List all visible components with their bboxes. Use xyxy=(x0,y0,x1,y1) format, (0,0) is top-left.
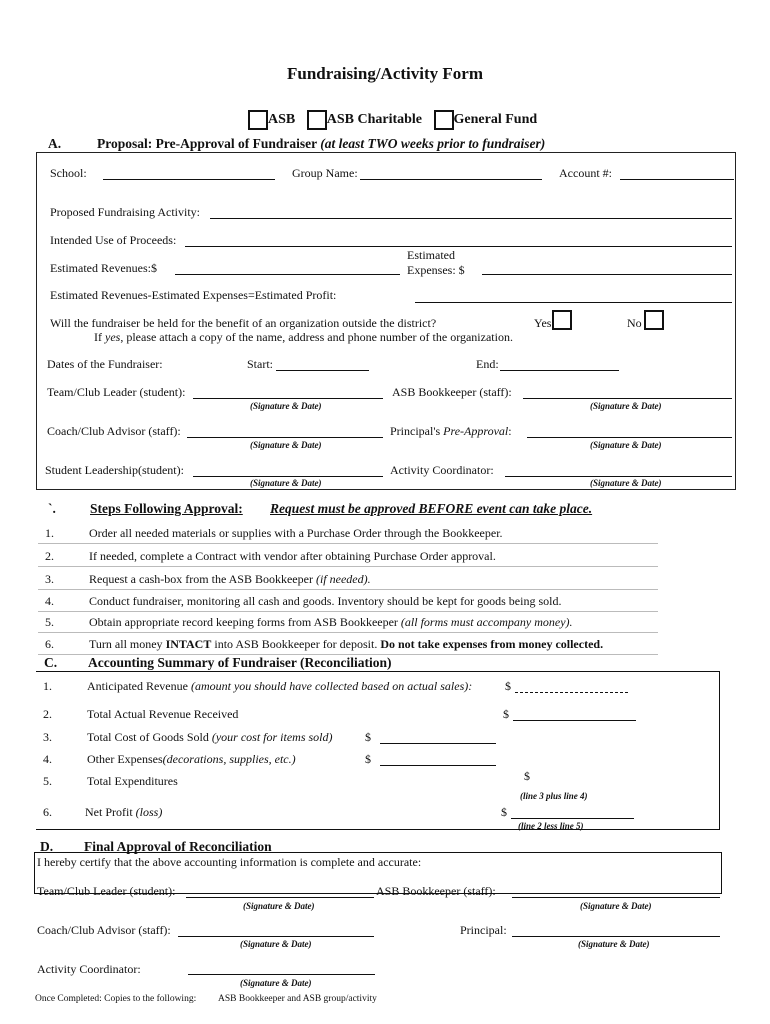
step-number: 2. xyxy=(45,549,54,563)
asb-label: ASB xyxy=(268,112,296,127)
student-leadership-signature[interactable] xyxy=(193,476,383,477)
section-c-bottom-border xyxy=(36,829,720,830)
proposed-activity-field[interactable] xyxy=(210,218,732,219)
est-revenues-field[interactable] xyxy=(175,274,400,275)
d-team-leader-sig-note: (Signature & Date) xyxy=(243,901,315,911)
asb-bookkeeper-label: ASB Bookkeeper (staff): xyxy=(392,385,512,399)
yes-checkbox[interactable] xyxy=(552,310,572,330)
group-name-field[interactable] xyxy=(360,179,542,180)
activity-coordinator-label: Activity Coordinator: xyxy=(390,463,494,477)
est-expenses-field[interactable] xyxy=(482,274,732,275)
school-label: School: xyxy=(50,166,87,180)
d-coach-label: Coach/Club Advisor (staff): xyxy=(37,923,171,937)
activity-coordinator-sig-note: (Signature & Date) xyxy=(590,478,662,488)
est-profit-label: Estimated Revenues-Estimated Expenses=Estimated Profit: xyxy=(50,288,337,302)
team-leader-sig-note: (Signature & Date) xyxy=(250,401,322,411)
reconciliation-row-label: Total Cost of Goods Sold (your cost for items sold) xyxy=(87,730,333,744)
amount-field[interactable] xyxy=(380,743,496,744)
asb-charitable-checkbox[interactable] xyxy=(307,110,327,130)
step-text: Conduct fundraiser, monitoring all cash and goods. Inventory should be kept for goods being sold. xyxy=(89,594,562,608)
step-text: Obtain appropriate record keeping forms from ASB Bookkeeper (all forms must accompany money). xyxy=(89,615,573,629)
dates-label: Dates of the Fundraiser: xyxy=(47,357,163,371)
school-field[interactable] xyxy=(103,179,275,180)
step-number: 6. xyxy=(45,637,54,651)
d-activity-coordinator-label: Activity Coordinator: xyxy=(37,962,141,976)
asb-charitable-label: ASB Charitable xyxy=(326,112,423,127)
dollar-sign: $ xyxy=(365,752,371,766)
d-principal-sig-note: (Signature & Date) xyxy=(578,939,650,949)
reconciliation-row-number: 1. xyxy=(43,679,52,693)
footer-copies: Once Completed: Copies to the following: xyxy=(35,994,197,1004)
amount-field[interactable] xyxy=(513,720,636,721)
est-profit-field[interactable] xyxy=(415,302,732,303)
no-label: No xyxy=(627,316,642,330)
d-asb-bookkeeper-label: ASB Bookkeeper (staff): xyxy=(376,884,496,898)
section-c-right-border xyxy=(719,671,720,829)
net-profit-note: (line 2 less line 5) xyxy=(518,821,584,831)
step-number: 5. xyxy=(45,615,54,629)
step-text: Order all needed materials or supplies with a Purchase Order through the Bookkeeper. xyxy=(89,526,503,540)
d-team-leader-label: Team/Club Leader (student): xyxy=(37,884,176,898)
reconciliation-row-label: Total Actual Revenue Received xyxy=(87,707,239,721)
step-divider xyxy=(38,589,658,590)
start-label: Start: xyxy=(247,357,273,371)
intended-use-label: Intended Use of Proceeds: xyxy=(50,233,177,247)
step-divider xyxy=(38,543,658,544)
general-fund-label: General Fund xyxy=(453,112,538,127)
reconciliation-row-label: Other Expenses(decorations, supplies, etc.) xyxy=(87,752,296,766)
dollar-sign: $ xyxy=(524,769,530,783)
dollar-sign: $ xyxy=(501,805,507,819)
form-title: Fundraising/Activity Form xyxy=(287,64,483,83)
end-date-field[interactable] xyxy=(500,370,619,371)
d-team-leader-signature[interactable] xyxy=(186,897,374,898)
reconciliation-row-label: Anticipated Revenue (amount you should have collected based on actual sales): xyxy=(87,679,473,693)
dollar-sign: $ xyxy=(365,730,371,744)
section-d-letter: D. xyxy=(40,839,54,854)
end-label: End: xyxy=(476,357,499,371)
fund-checkboxes xyxy=(248,110,545,130)
section-d-title: Final Approval of Reconciliation xyxy=(84,839,272,854)
amount-field[interactable] xyxy=(380,765,496,766)
reconciliation-row-number: 6. xyxy=(43,805,52,819)
section-c-title: Accounting Summary of Fundraiser (Reconciliation) xyxy=(88,655,392,670)
est-expenses-label-1: Estimated xyxy=(407,248,455,262)
outside-district-question: Will the fundraiser be held for the benefit of an organization outside the district? xyxy=(50,316,437,330)
certify-text: I hereby certify that the above accounting information is complete and accurate: xyxy=(37,855,422,869)
d-principal-label: Principal: xyxy=(460,923,507,937)
student-leadership-sig-note: (Signature & Date) xyxy=(250,478,322,488)
account-field[interactable] xyxy=(620,179,734,180)
no-checkbox[interactable] xyxy=(644,310,664,330)
step-text: If needed, complete a Contract with vendor after obtaining Purchase Order approval. xyxy=(89,549,496,563)
step-divider xyxy=(38,611,658,612)
section-c-top-border xyxy=(36,671,720,672)
est-expenses-label-2: Expenses: $ xyxy=(407,263,465,277)
step-divider xyxy=(38,566,658,567)
step-number: 3. xyxy=(45,572,54,586)
coach-sig-note: (Signature & Date) xyxy=(250,440,322,450)
est-revenues-label: Estimated Revenues:$ xyxy=(50,261,157,275)
intended-use-field[interactable] xyxy=(185,246,732,247)
asb-bookkeeper-sig-note: (Signature & Date) xyxy=(590,401,662,411)
team-leader-label: Team/Club Leader (student): xyxy=(47,385,186,399)
reconciliation-row-number: 3. xyxy=(43,730,52,744)
reconciliation-row-number: 2. xyxy=(43,707,52,721)
yes-label: Yes xyxy=(534,316,552,330)
step-text: Turn all money INTACT into ASB Bookkeeper for deposit. Do not take expenses from money collected. xyxy=(89,637,604,651)
reconciliation-row-number: 5. xyxy=(43,774,52,788)
dollar-sign: $ xyxy=(503,707,509,721)
principal-signature[interactable] xyxy=(527,437,732,438)
d-activity-coordinator-sig-note: (Signature & Date) xyxy=(240,978,312,988)
d-coach-signature[interactable] xyxy=(178,936,374,937)
dollar-sign: $ xyxy=(505,679,511,693)
section-a-letter: A. xyxy=(48,136,62,151)
total-expenditures-note: (line 3 plus line 4) xyxy=(520,791,588,801)
section-c-letter: C. xyxy=(44,655,58,670)
proposed-activity-label: Proposed Fundraising Activity: xyxy=(50,205,200,219)
general-fund-checkbox[interactable] xyxy=(434,110,454,130)
activity-coordinator-signature[interactable] xyxy=(505,476,732,477)
d-coach-sig-note: (Signature & Date) xyxy=(240,939,312,949)
coach-label: Coach/Club Advisor (staff): xyxy=(47,424,181,438)
section-b-title: Steps Following Approval: xyxy=(90,501,243,516)
coach-signature[interactable] xyxy=(187,437,383,438)
asb-checkbox[interactable] xyxy=(248,110,268,130)
attach-note: If yes, please attach a copy of the name, address and phone number of the organization. xyxy=(94,330,513,344)
step-number: 4. xyxy=(45,594,54,608)
d-principal-signature[interactable] xyxy=(512,936,720,937)
section-a-title: Proposal: Pre-Approval of Fundraiser (at least TWO weeks prior to fundraiser) xyxy=(97,136,546,151)
reconciliation-row-number: 4. xyxy=(43,752,52,766)
step-number: 1. xyxy=(45,526,54,540)
d-asb-bookkeeper-sig-note: (Signature & Date) xyxy=(580,901,652,911)
step-divider xyxy=(38,632,658,633)
student-leadership-label: Student Leadership(student): xyxy=(45,463,184,477)
footer-recipients: ASB Bookkeeper and ASB group/activity xyxy=(218,994,377,1004)
reconciliation-row-label: Net Profit (loss) xyxy=(85,805,163,819)
team-leader-signature[interactable] xyxy=(193,398,383,399)
principal-pre-approval-label: Principal's Pre-Approval: xyxy=(390,424,512,438)
section-b-letter: `. xyxy=(48,501,56,516)
section-b-note: Request must be approved BEFORE event can take place. xyxy=(270,501,593,516)
reconciliation-row-label: Total Expenditures xyxy=(87,774,178,788)
step-text: Request a cash-box from the ASB Bookkeeper (if needed). xyxy=(89,572,371,586)
account-label: Account #: xyxy=(559,166,612,180)
group-name-label: Group Name: xyxy=(292,166,358,180)
start-date-field[interactable] xyxy=(276,370,369,371)
d-asb-bookkeeper-signature[interactable] xyxy=(512,897,720,898)
d-activity-coordinator-signature[interactable] xyxy=(188,974,375,975)
amount-field[interactable] xyxy=(511,818,634,819)
principal-sig-note: (Signature & Date) xyxy=(590,440,662,450)
asb-bookkeeper-signature[interactable] xyxy=(523,398,732,399)
amount-field[interactable] xyxy=(515,692,628,693)
